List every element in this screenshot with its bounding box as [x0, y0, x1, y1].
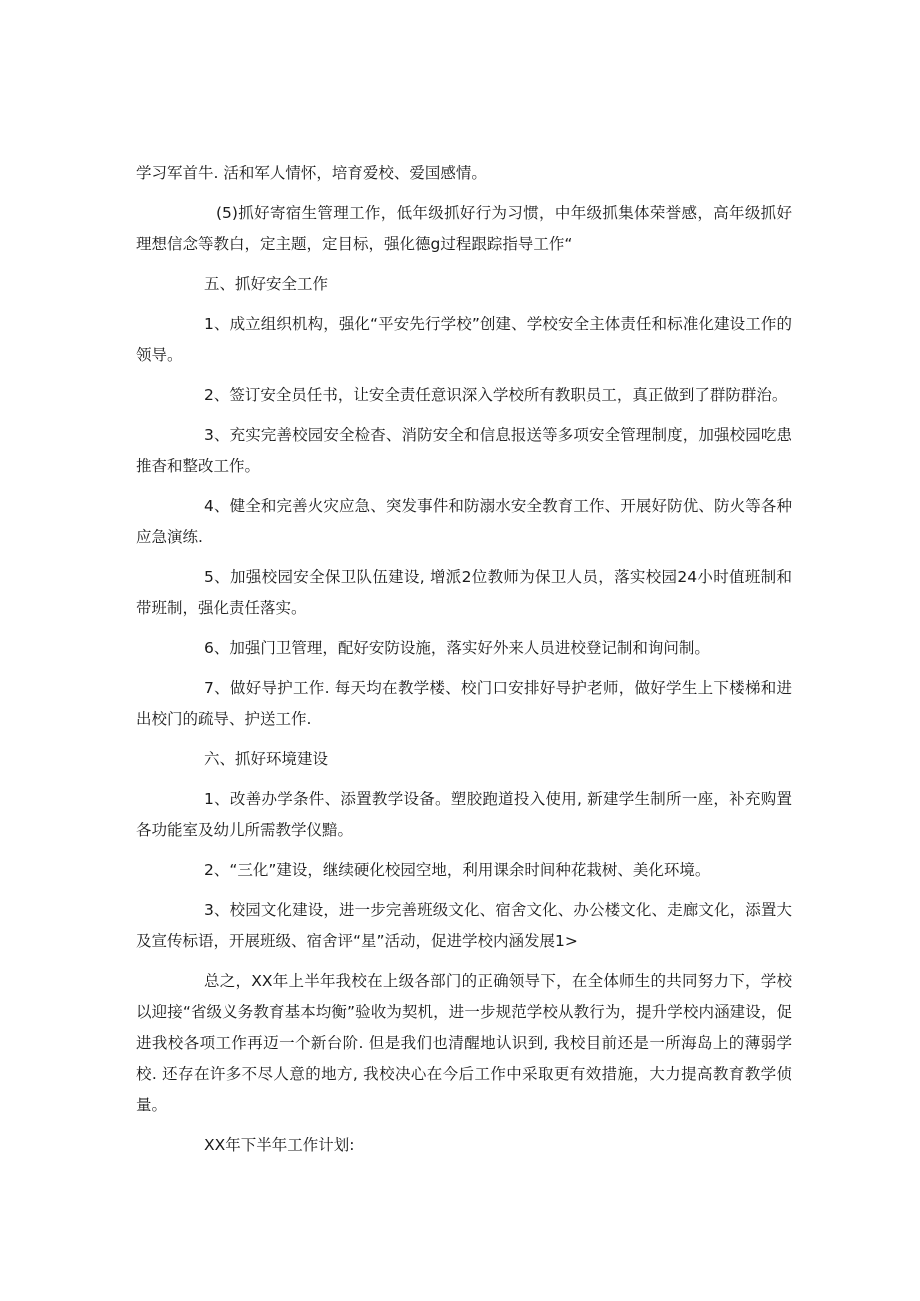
paragraph-environment-3: 3、校园文化建设，进一步完善班级文化、宿舍文化、办公楼文化、走廊文化，添置大及宣传标语，开展班级、宿舍评“星”活动，促进学校内涵发展1>	[136, 901, 792, 950]
paragraph-safety-4: 4、健全和完善火灾应急、突发事件和防溺水安全教育工作、开展好防优、防火等各种应急演练.	[136, 497, 792, 546]
paragraph-safety-1: 1、成立组织机构，强化“平安先行学校”创建、学校安全主体责任和标准化建设工作的领导。	[136, 315, 792, 364]
paragraph-safety-7: 7、做好导护工作. 每天均在教学楼、校门口安排好导护老师，做好学生上下楼梯和进出校门的疏导、护送工作.	[136, 679, 792, 728]
paragraph-environment-2: 2、“三化”建设，继续硬化校园空地，利用课余时间种花栽树、美化环境。	[204, 861, 711, 879]
paragraph-safety-2: 2、签订安全员任书，让安全责任意识深入学校所有教职员工，真正做到了群防群治。	[204, 386, 788, 404]
paragraph-next-plan-heading: XX年下半年工作计划:	[204, 1136, 355, 1154]
paragraph-military-spirit: 学习军首牛. 活和军人情怀，培育爱校、爱国感情。	[136, 164, 487, 182]
paragraph-safety-3: 3、充实完善校园安全检杳、消防安全和信息报送等多项安全管理制度，加强校园吃患推杳和整改工作。	[136, 426, 792, 475]
paragraph-summary: 总之，XX年上半年我校在上级各部门的正确领导下，在全体师生的共同努力下，学校以迎接“省级义务教育基本均衡”验收为契机，进一步规范学校从教行为，提升学校内涵建设，促进我校各项工作再迈一个新台阶. 但是我们也清醒地认识到, 我校目前还是一所海岛上的薄弱学校. 还存在许多不尽人意的地方, 我校决心在今后工作中采取更有效措施，大力提高教育教学侦量。	[136, 972, 792, 1114]
section-heading-safety: 五、抓好安全工作	[204, 275, 329, 293]
paragraph-boarding-management: (5)抓好寄宿生管理工作，低年级抓好行为习惯，中年级抓集体荣誉感，高年级抓好理想信念等教白，定主题，定目标，强化德g过程跟踪指导工作“	[136, 204, 792, 253]
paragraph-environment-1: 1、改善办学条件、添置教学设备。塑胶跑道投入使用, 新建学生制所一座，补充购置各功能室及幼儿所需教学仪黯。	[136, 790, 792, 839]
section-heading-environment: 六、抓好环境建设	[204, 750, 329, 768]
paragraph-safety-5: 5、加强校园安全保卫队伍建设, 增派2位教师为保卫人员，落实校园24小时值班制和带班制，强化责任落实。	[136, 568, 792, 617]
document-body	[136, 158, 792, 1170]
paragraph-safety-6: 6、加强门卫管理，配好安防设施，落实好外来人员进校登记制和询问制。	[204, 639, 710, 657]
